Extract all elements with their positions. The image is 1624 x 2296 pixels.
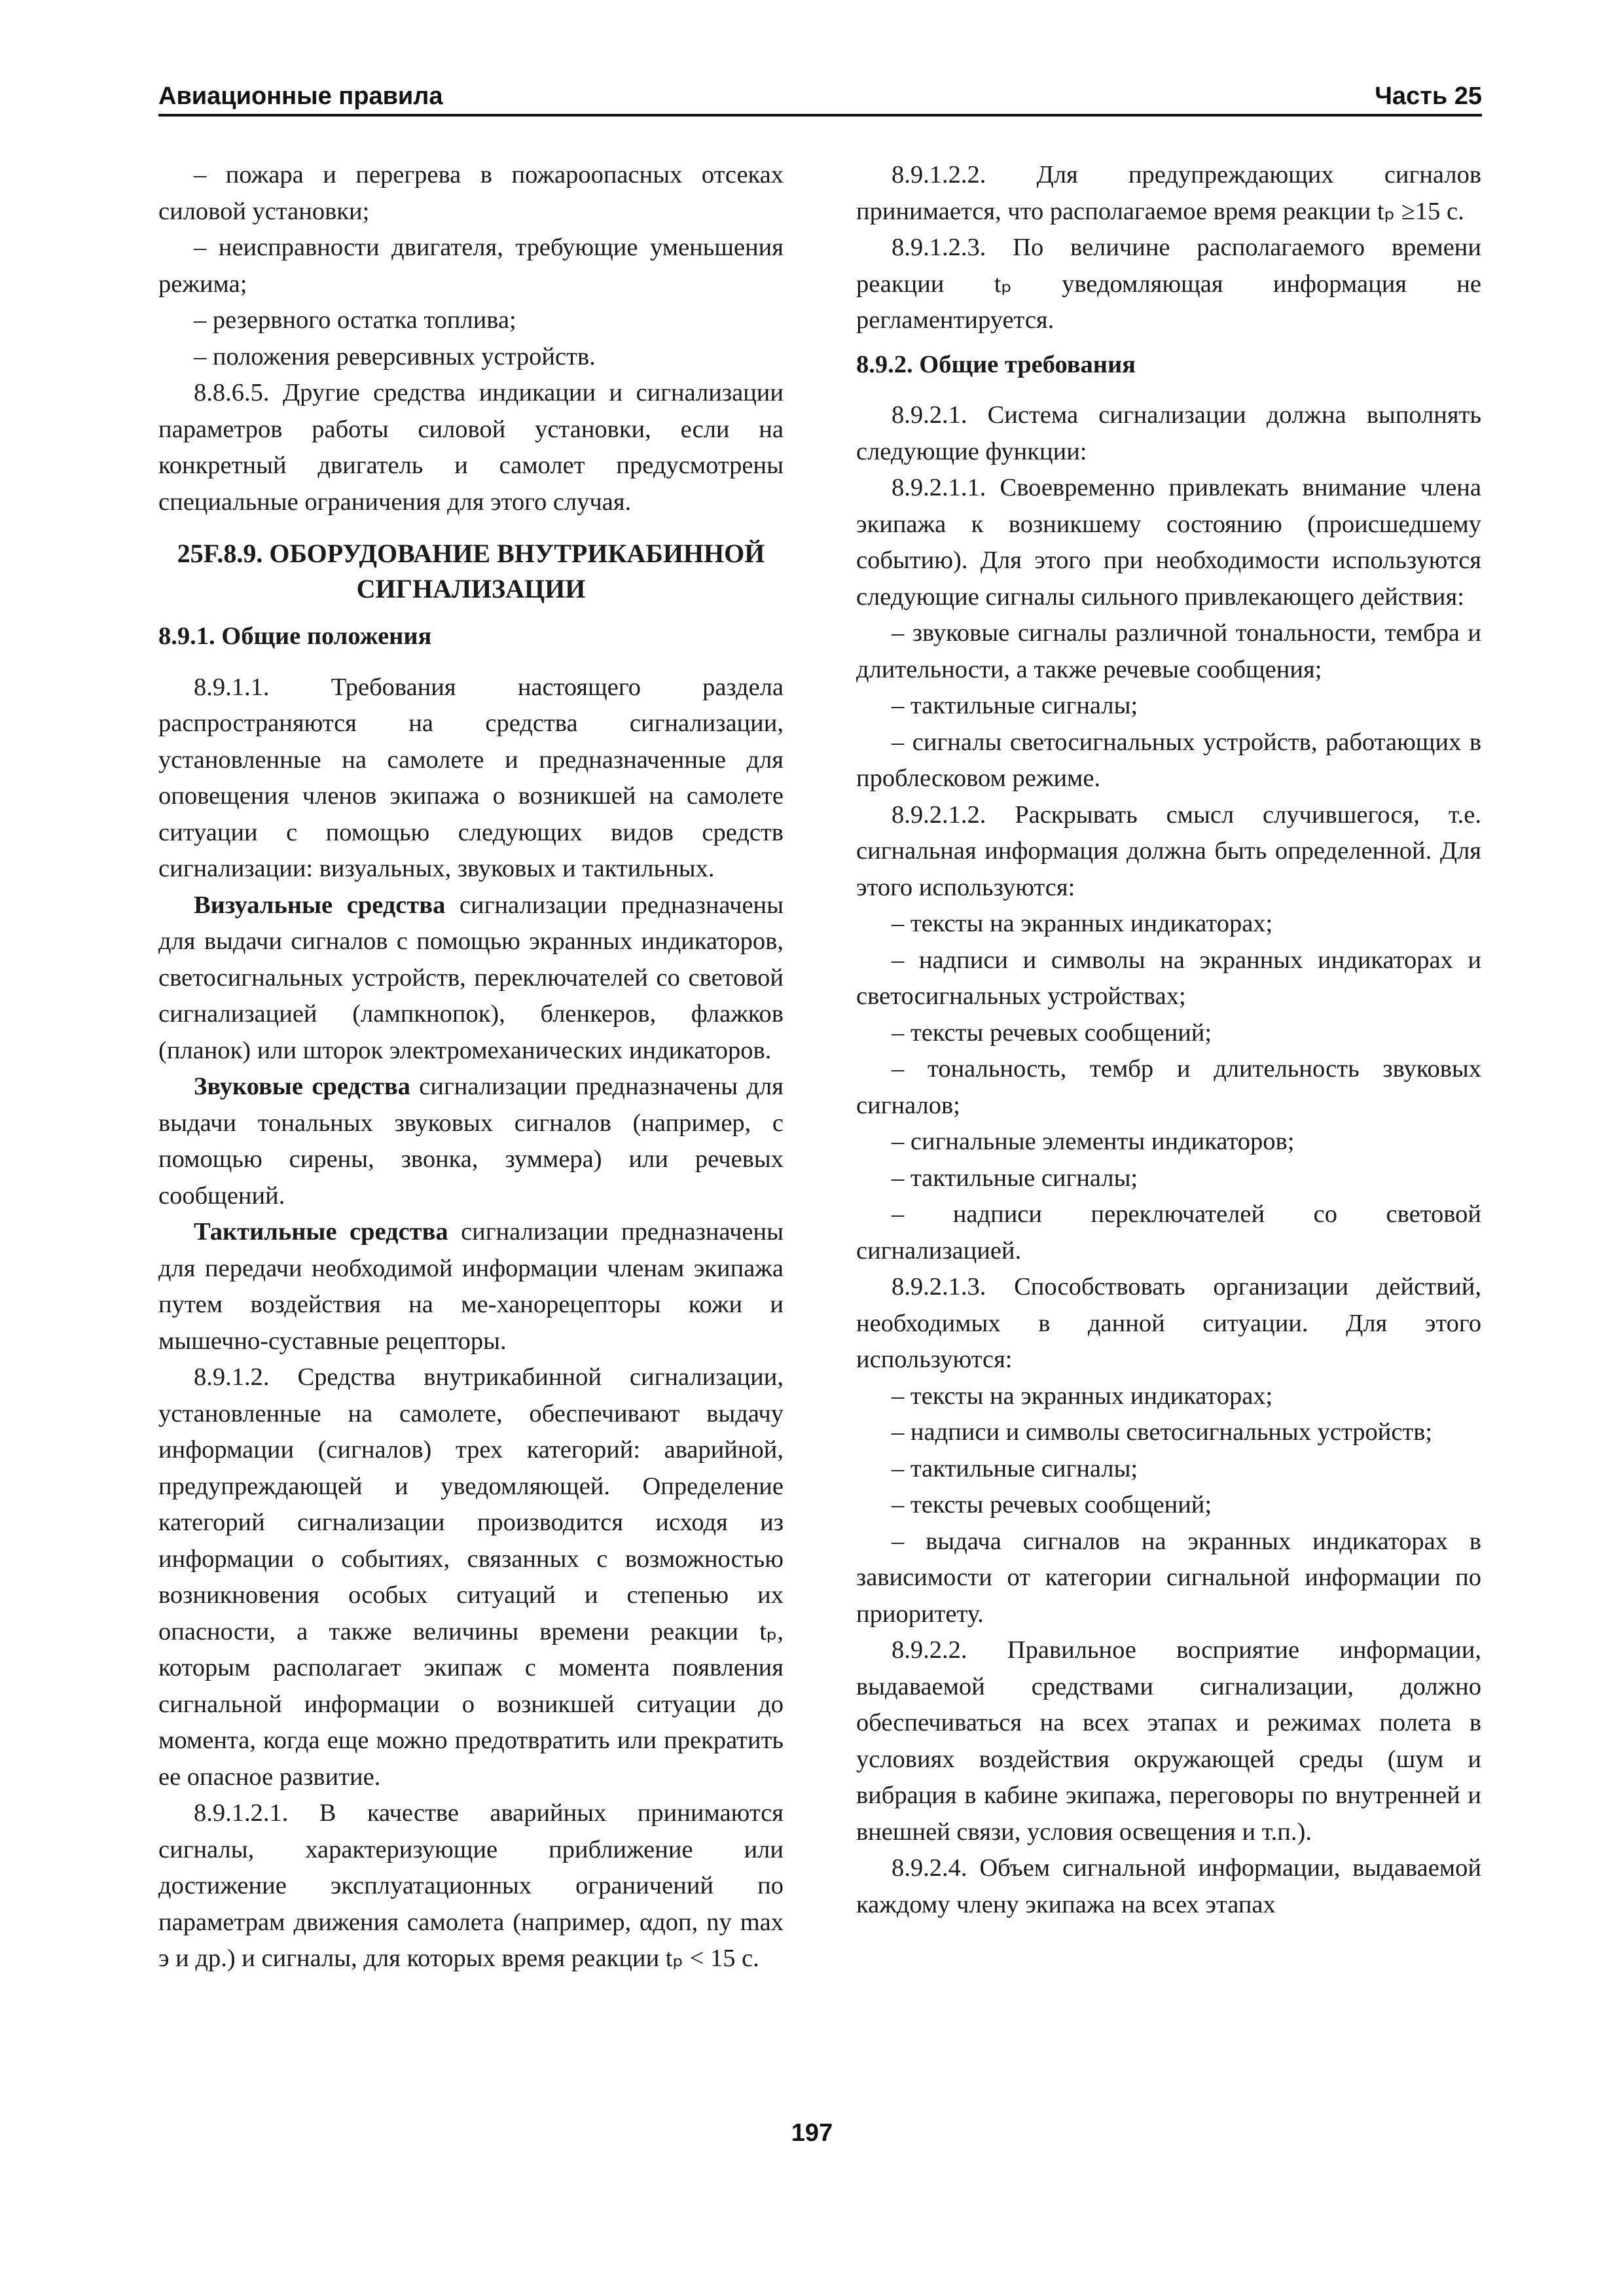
paragraph: – резервного остатка топлива;: [194, 306, 516, 334]
section-heading: 25F.8.9. ОБОРУДОВАНИЕ ВНУТРИКАБИННОЙ СИГНАЛИЗАЦИИ: [177, 539, 765, 603]
left-column: [158, 157, 784, 1977]
paragraph-text: сигнализации предназначены для выдачи тональных звуковых сигналов (например, с помощью сирены, звонка, зуммера) или речевых сообщений.: [158, 1073, 784, 1210]
paragraph: – надписи переключателей со световой сигнализацией.: [856, 1200, 1481, 1265]
paragraph: – тактильные сигналы;: [892, 1454, 1138, 1482]
paragraph: – тексты на экранных индикаторах;: [892, 1382, 1273, 1410]
page-number: 197: [791, 2119, 833, 2147]
paragraph-text: сигнализации предназначены для передачи необходимой информации членам экипажа путем воздействия на ме-ханорецепторы кожи и мышечно-суставные рецепторы.: [158, 1218, 784, 1355]
paragraph: 8.9.2.1.1. Своевременно привлекать внимание члена экипажа к возникшему состоянию (происшедшему событию). Для этого при необходимости используются следующие сигналы сильного привлекающего действия:: [856, 474, 1481, 611]
paragraph: 8.9.1.2.3. По величине располагаемого времени реакции tₚ уведомляющая информация не регламентируется.: [856, 234, 1481, 334]
paragraph: 8.9.1.1. Требования настоящего раздела распространяются на средства сигнализации, установленные на самолете и предназначенные для оповещения членов экипажа о возникшей на самолете ситуации с помощью следующих видов средств сигнализации: визуальных, звуковых и тактильных.: [158, 673, 784, 882]
paragraph: 8.9.2.4. Объем сигнальной информации, выдаваемой каждому члену экипажа на всех этапах: [856, 1854, 1481, 1918]
paragraph: – тактильные сигналы;: [892, 1164, 1138, 1192]
subsection-heading: 8.9.1. Общие положения: [158, 622, 432, 650]
paragraph: – тональность, тембр и длительность звуковых сигналов;: [856, 1055, 1481, 1119]
bold-term: Тактильные средства: [194, 1218, 448, 1246]
paragraph: – тактильные сигналы;: [892, 692, 1138, 719]
paragraph: – сигнальные элементы индикаторов;: [892, 1128, 1295, 1155]
paragraph: – неисправности двигателя, требующие уменьшения режима;: [158, 234, 784, 298]
paragraph: [158, 888, 784, 1069]
paragraph: – тексты речевых сообщений;: [892, 1018, 1212, 1047]
paragraph: [158, 1214, 784, 1359]
paragraph: – пожара и перегрева в пожароопасных отсеках силовой установки;: [158, 161, 784, 225]
paragraph: 8.9.1.2.2. Для предупреждающих сигналов принимается, что располагаемое время реакции tₚ ≥15 с.: [856, 161, 1481, 225]
paragraph: 8.9.2.2. Правильное восприятие информации, выдаваемой средствами сигнализации, должно обеспечиваться на всех этапах и режимах полета в условиях воздействия окружающей среды (шум и вибрация в кабине экипажа, переговоры по внутренней и внешней связи, условия освещения и т.п.).: [856, 1636, 1481, 1846]
paragraph: 8.9.1.2.1. В качестве аварийных принимаются сигналы, характеризующие приближение или достижение эксплуатационных ограничений по параметрам движения самолета (например, αдоп, ny max э и др.) и сигналы, для которых время реакции tₚ < 15 с.: [158, 1799, 784, 1972]
paragraph: – надписи и символы на экранных индикаторах и светосигнальных устройствах;: [856, 946, 1481, 1010]
paragraph: 8.9.2.1.3. Способствовать организации действий, необходимых в данной ситуации. Для этого используются:: [856, 1273, 1481, 1373]
paragraph: 8.9.2.1. Система сигнализации должна выполнять следующие функции:: [856, 401, 1481, 465]
paragraph: – выдача сигналов на экранных индикаторах в зависимости от категории сигнальной информации по приоритету.: [856, 1527, 1481, 1628]
paragraph: 8.9.1.2. Средства внутрикабинной сигнализации, установленные на самолете, обеспечивают выдачу информации (сигналов) трех категорий: аварийной, предупреждающей и уведомляющей. Определение категорий сигнализации производится исходя из информации о событиях, связанных с возможностью возникновения особых ситуаций и степенью их опасности, а также величины времени реакции tₚ, которым располагает экипаж с момента появления сигнальной информации о возникшей ситуации до момента, когда еще можно предотвратить или прекратить ее опасное развитие.: [158, 1363, 784, 1791]
bold-term: Визуальные средства: [194, 891, 446, 919]
running-header: [158, 77, 1482, 118]
header-title: Авиационные правила: [158, 82, 443, 110]
right-column: [856, 157, 1481, 1923]
paragraph: – сигналы светосигнальных устройств, работающих в проблесковом режиме.: [856, 728, 1481, 792]
paragraph: – положения реверсивных устройств.: [194, 342, 596, 370]
header-divider: [158, 114, 1482, 117]
subsection-heading: 8.9.2. Общие требования: [856, 350, 1136, 378]
bold-term: Звуковые средства: [194, 1073, 410, 1100]
paragraph: 8.9.2.1.2. Раскрывать смысл случившегося, т.е. сигнальная информация должна быть определенной. Для этого используются:: [856, 800, 1481, 901]
paragraph: 8.8.6.5. Другие средства индикации и сигнализации параметров работы силовой установки, если на конкретный двигатель и самолет предусмотрены специальные ограничения для этого случая.: [158, 379, 784, 516]
paragraph-text: сигнализации предназначены для выдачи сигналов с помощью экранных индикаторов, светосигнальных устройств, переключателей со световой сигнализацией (лампкнопок), бленкеров, флажков (планок) или шторок электромеханических индикаторов.: [158, 891, 784, 1064]
paragraph: – тексты на экранных индикаторах;: [892, 910, 1273, 937]
paragraph: [158, 1069, 784, 1214]
paragraph: – звуковые сигналы различной тональности, тембра и длительности, а также речевые сообщения;: [856, 619, 1481, 683]
paragraph: – тексты речевых сообщений;: [892, 1491, 1212, 1518]
header-part: Часть 25: [1375, 82, 1482, 110]
paragraph: – надписи и символы светосигнальных устройств;: [892, 1418, 1433, 1446]
